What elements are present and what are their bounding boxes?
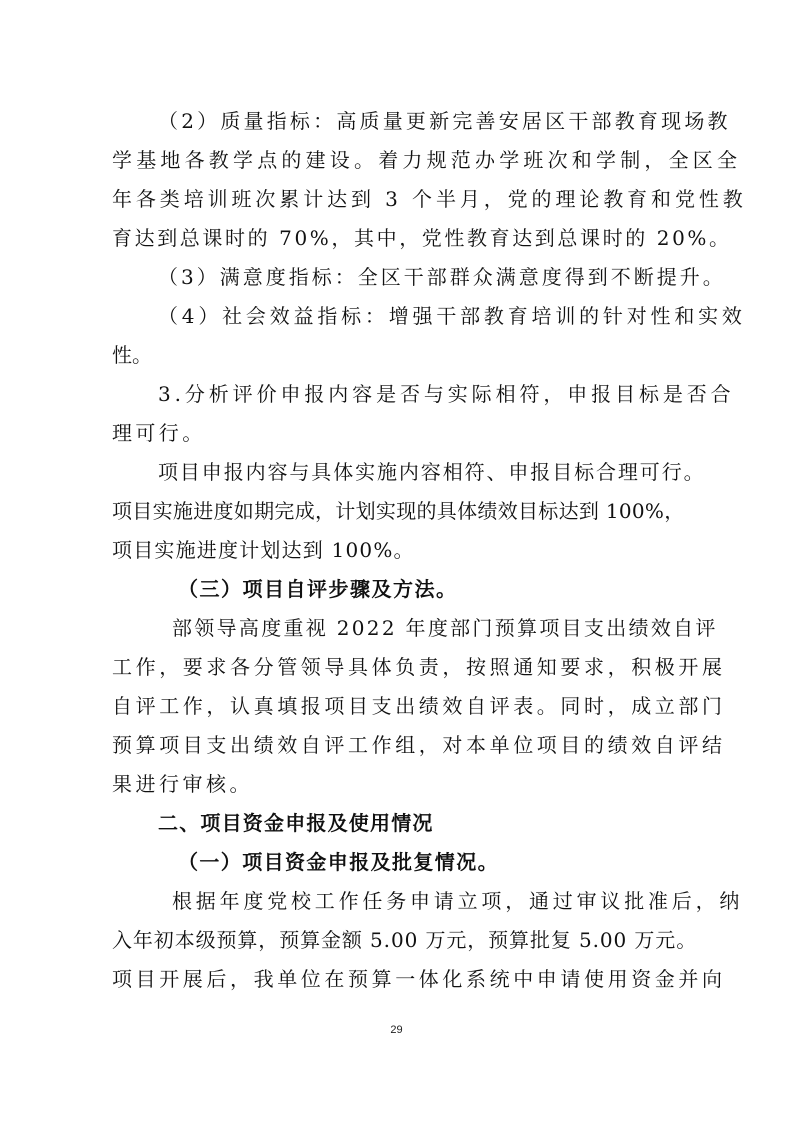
text-line: 项目开展后，我单位在预算一体化系统中申请使用资金并向: [112, 967, 726, 991]
text-line: 项目实施进度计划达到 100%。: [112, 538, 415, 562]
text-line: 部领导高度重视 2022 年度部门预算项目支出绩效自评: [172, 616, 718, 640]
text-line: 入年初本级预算，预算金额 5.00 万元，预算批复 5.00 万元。: [112, 928, 698, 952]
chapter-heading: 二、项目资金申报及使用情况: [158, 811, 434, 835]
text-line: 学基地各教学点的建设。着力规范办学班次和学制，全区全: [112, 148, 742, 172]
text-line: 预算项目支出绩效自评工作组，对本单位项目的绩效自评结: [112, 733, 726, 757]
text-line: 性。: [112, 343, 152, 367]
text-line: 项目实施进度如期完成，计划实现的具体绩效目标达到 100%，: [112, 499, 685, 523]
text-line: 项目申报内容与具体实施内容相符、申报目标合理可行。: [158, 460, 706, 484]
section-heading: （三）项目自评步骤及方法。: [178, 577, 458, 601]
text-line: 工作，要求各分管领导具体负责，按照通知要求，积极开展: [112, 655, 726, 679]
text-line: 育达到总课时的 70%，其中，党性教育达到总课时的 20%。: [112, 226, 732, 250]
text-line: （2）质量指标：高质量更新完善安居区干部教育现场教: [158, 109, 731, 133]
text-line: （4）社会效益指标：增强干部教育培训的针对性和实效: [158, 304, 746, 328]
section-heading: （一）项目资金申报及批复情况。: [178, 850, 499, 874]
text-line: 果进行审核。: [112, 772, 253, 796]
text-line: 自评工作，认真填报项目支出绩效自评表。同时，成立部门: [112, 694, 726, 718]
text-line: （3）满意度指标：全区干部群众满意度得到不断提升。: [158, 265, 726, 289]
page-number: 29: [390, 1024, 403, 1036]
text-line: 理可行。: [112, 421, 206, 445]
text-line: 3.分析评价申报内容是否与实际相符，申报目标是否合: [158, 382, 735, 406]
text-line: 年各类培训班次累计达到 3 个半月，党的理论教育和党性教: [112, 187, 747, 211]
text-line: 根据年度党校工作任务申请立项，通过审议批准后，纳: [172, 889, 744, 913]
